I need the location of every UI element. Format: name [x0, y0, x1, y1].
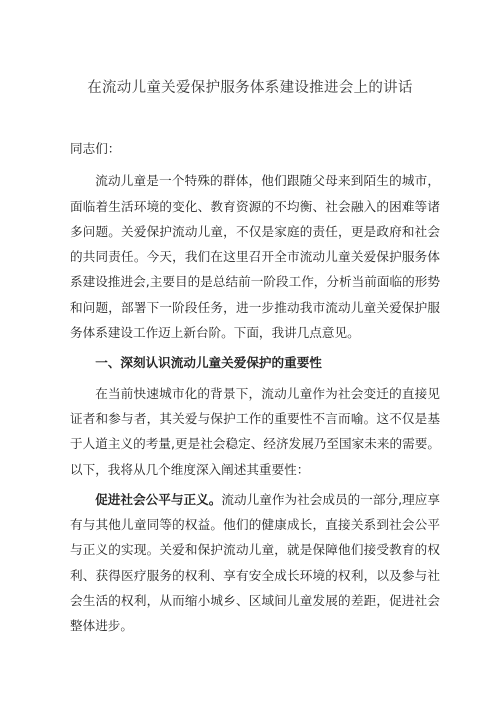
paragraph-fairness-body: 流动儿童作为社会成员的一部分,理应享有与其他儿童同等的权益。他们的健康成长，直接关系到社会公平与正义的实现。关爱和保护流动儿童，就是保障他们接受教育的权利、获得医疗服务的权利、享有安全成长环境的权利，以及参与社会生活的权利，从而缩小城乡、区域间儿童发展的差距，促进社会整体进步。 [70, 491, 441, 634]
salutation: 同志们： [70, 141, 121, 156]
document-body [70, 136, 440, 644]
document-title: 在流动儿童关爱保护服务体系建设推进会上的讲话 [87, 80, 413, 96]
paragraph-intro: 流动儿童是一个特殊的群体，他们跟随父母来到陌生的城市，面临着生活环境的变化、教育资源的不均衡、社会融入的困难等诸多问题。关爱保护流动儿童，不仅是家庭的责任，更是政府和社会的共同责任。今天，我们在这里召开全市流动儿童关爱保护服务体系建设推进会,主要目的是总结前一阶段工作，分析当前面临的形势和问题，部署下一阶段任务，进一步推动我市流动儿童关爱保护服务体系建设工作迈上新台阶。下面，我讲几点意见。 [70, 173, 440, 341]
paragraph-importance: 在当前快速城市化的背景下，流动儿童作为社会变迁的直接见证者和参与者，其关爱与保护工作的重要性不言而喻。这不仅是基于人道主义的考量,更是社会稳定、经济发展乃至国家未来的需要。以下，我将从几个维度深入阐述其重要性： [70, 385, 440, 477]
paragraph-lead: 促进社会公平与正义。 [95, 491, 222, 507]
section-heading-1: 一、深刻认识流动儿童关爱保护的重要性 [95, 355, 322, 371]
paragraph-fairness [70, 487, 440, 639]
